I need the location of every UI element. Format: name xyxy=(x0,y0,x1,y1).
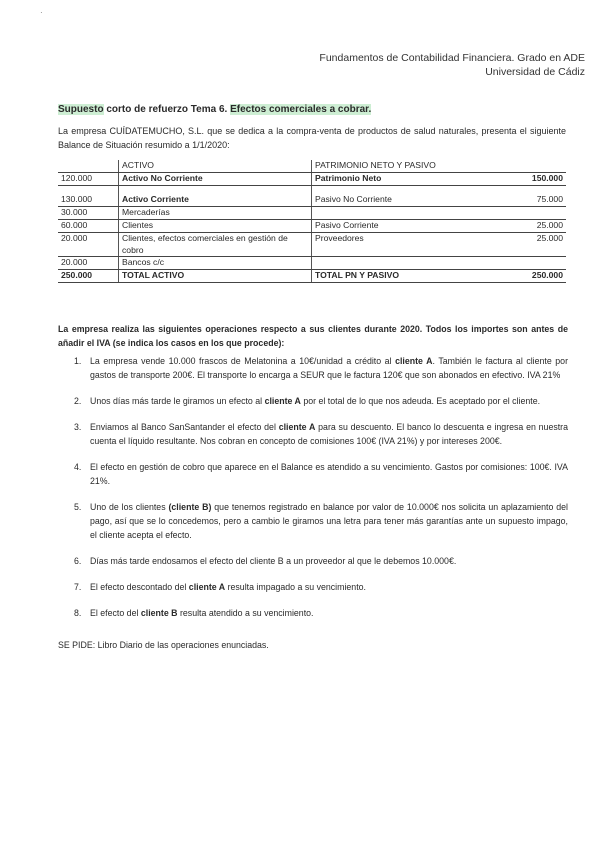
operations-list xyxy=(58,354,568,632)
header-university: Universidad de Cádiz xyxy=(485,66,585,78)
item-number: 8. xyxy=(74,608,82,618)
list-item xyxy=(58,554,568,568)
title-part-1: Supuesto xyxy=(58,104,104,115)
item-number: 2. xyxy=(74,396,82,406)
balance-cell xyxy=(312,257,509,270)
balance-cell: 20.000 xyxy=(58,233,119,257)
operations-intro: La empresa realiza las siguientes operaciones respecto a sus clientes durante 2020. Todos los importes son antes de añadir el IVA (se indica los casos en los que procede): xyxy=(58,324,568,348)
list-item xyxy=(58,606,568,620)
balance-sheet-table xyxy=(58,160,566,283)
balance-row xyxy=(58,220,566,233)
balance-cell: Pasivo Corriente xyxy=(312,220,509,233)
balance-spacer-row xyxy=(58,186,566,195)
item-number: 7. xyxy=(74,582,82,592)
list-item xyxy=(58,580,568,594)
balance-cell: 25.000 xyxy=(508,220,566,233)
balance-row xyxy=(58,207,566,220)
list-item xyxy=(58,420,568,448)
item-text: El efecto descontado del cliente A resulta impagado a su vencimiento. xyxy=(90,582,366,592)
task-statement: SE PIDE: Libro Diario de las operaciones enunciadas. xyxy=(58,640,269,650)
balance-cell: 130.000 xyxy=(58,194,119,207)
total-activo-label: TOTAL ACTIVO xyxy=(119,270,312,283)
balance-cell: 75.000 xyxy=(508,194,566,207)
balance-cell: 30.000 xyxy=(58,207,119,220)
total-activo-value: 250.000 xyxy=(58,270,119,283)
item-text: Días más tarde endosamos el efecto del cliente B a un proveedor al que le debemos 10.000€. xyxy=(90,556,457,566)
activo-header: ACTIVO xyxy=(119,160,312,173)
list-item xyxy=(58,460,568,488)
balance-total-row xyxy=(58,270,566,283)
balance-row xyxy=(58,257,566,270)
item-text: El efecto en gestión de cobro que aparece en el Balance es atendido a su vencimiento. Gastos por comisiones: 100€. IVA 21%. xyxy=(90,462,568,486)
item-text: Enviamos al Banco SanSantander el efecto del cliente A para su descuento. El banco lo descuenta e ingresa en nuestra cuenta el líquido resultante. Nos cobran en concepto de comisiones 100€ (IVA 21%) y por intereses 200€. xyxy=(90,422,568,446)
balance-cell: Patrimonio Neto xyxy=(312,173,509,186)
item-number: 1. xyxy=(74,356,82,366)
balance-cell: 25.000 xyxy=(508,233,566,257)
balance-cell: 20.000 xyxy=(58,257,119,270)
item-text: El efecto del cliente B resulta atendido a su vencimiento. xyxy=(90,608,314,618)
item-text: Unos días más tarde le giramos un efecto al cliente A por el total de lo que nos adeuda. Es aceptado por el cliente. xyxy=(90,396,541,406)
balance-cell: Clientes xyxy=(119,220,312,233)
balance-header-row xyxy=(58,160,566,173)
document-title xyxy=(58,104,371,115)
list-item xyxy=(58,500,568,542)
balance-cell: 60.000 xyxy=(58,220,119,233)
balance-cell: Activo Corriente xyxy=(119,194,312,207)
item-text: La empresa vende 10.000 frascos de Melatonina a 10€/unidad a crédito al cliente A. También le factura al cliente por gastos de transporte 200€. El transporte lo encarga a SEUR que le factura 120€ que son abonados en efectivo. IVA 21% xyxy=(90,356,568,380)
balance-cell: 150.000 xyxy=(508,173,566,186)
balance-cell: Mercaderías xyxy=(119,207,312,220)
balance-row xyxy=(58,173,566,186)
total-pasivo-value: 250.000 xyxy=(508,270,566,283)
balance-cell: Clientes, efectos comerciales en gestión de cobro xyxy=(119,233,312,257)
balance-row xyxy=(58,233,566,257)
title-part-2: corto de refuerzo Tema 6. xyxy=(103,104,231,115)
balance-cell: Pasivo No Corriente xyxy=(312,194,509,207)
balance-cell xyxy=(508,160,566,173)
balance-cell xyxy=(312,207,509,220)
balance-cell: 120.000 xyxy=(58,173,119,186)
title-part-3: Efectos comerciales a cobrar. xyxy=(230,104,372,115)
balance-cell xyxy=(508,207,566,220)
pasivo-header: PATRIMONIO NETO Y PASIVO xyxy=(312,160,509,173)
balance-cell xyxy=(58,160,119,173)
balance-cell: Bancos c/c xyxy=(119,257,312,270)
item-number: 3. xyxy=(74,422,82,432)
item-text: Uno de los clientes (cliente B) que tenemos registrado en balance por valor de 10.000€ nos solicita un aplazamiento del pago, así que se lo concedemos, pero a cambio le giramos una letra para tener más garantías ante un supuesto impago, el cliente acepta el efecto. xyxy=(90,502,568,540)
balance-cell xyxy=(508,257,566,270)
balance-row xyxy=(58,194,566,207)
intro-paragraph: La empresa CUÍDATEMUCHO, S.L. que se dedica a la compra-venta de productos de salud naturales, presenta el siguiente Balance de Situación resumido a 1/1/2020: xyxy=(58,126,566,150)
scan-mark: · xyxy=(40,8,43,17)
header-course: Fundamentos de Contabilidad Financiera. Grado en ADE xyxy=(319,52,585,64)
list-item xyxy=(58,354,568,382)
item-number: 4. xyxy=(74,462,82,472)
item-number: 5. xyxy=(74,502,82,512)
balance-cell: Proveedores xyxy=(312,233,509,257)
list-item xyxy=(58,394,568,408)
item-number: 6. xyxy=(74,556,82,566)
total-pasivo-label: TOTAL PN Y PASIVO xyxy=(312,270,509,283)
balance-cell: Activo No Corriente xyxy=(119,173,312,186)
